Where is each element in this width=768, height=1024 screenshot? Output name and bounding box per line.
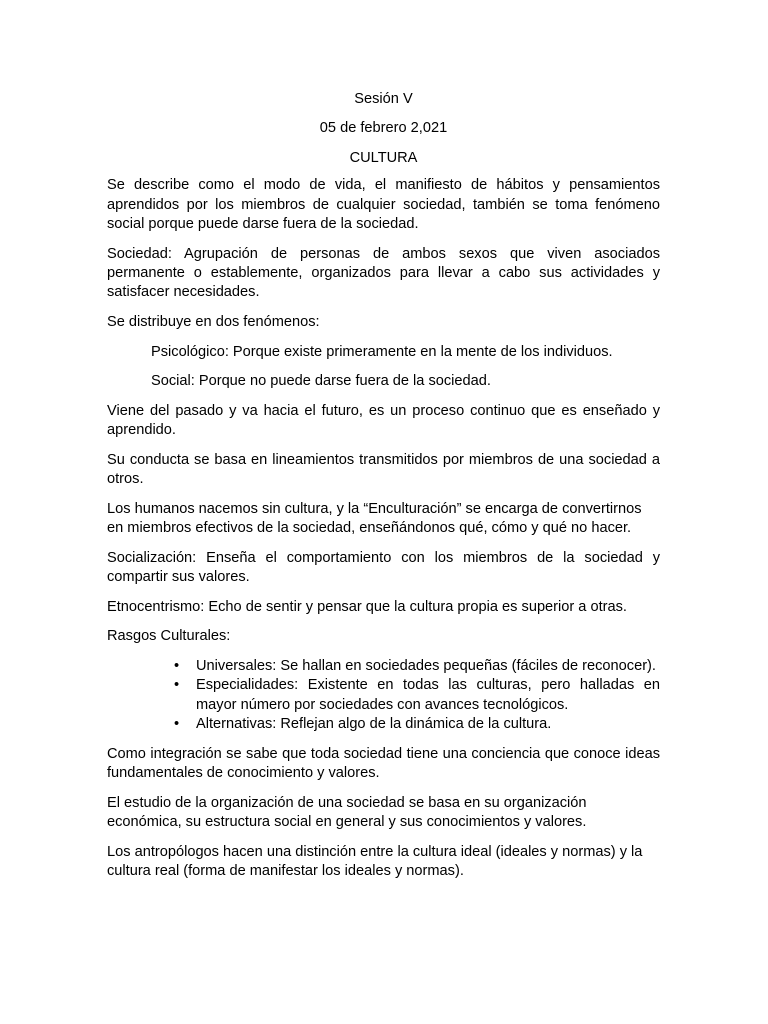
paragraph-ideal-real: Los antropólogos hacen una distinción entre la cultura ideal (ideales y normas) y la cultura real (forma de manifestar los ideales y normas).: [107, 843, 643, 880]
paragraph-continuity: Viene del pasado y va hacia el futuro, es un proceso continuo que es enseñado y aprendido.: [107, 402, 660, 439]
cultural-traits-list: [107, 657, 660, 735]
paragraph-ethnocentrism: Etnocentrismo: Echo de sentir y pensar que la cultura propia es superior a otras.: [107, 598, 627, 615]
document-title: CULTURA: [349, 149, 418, 166]
session-heading: Sesión V: [354, 91, 413, 107]
bullet-marker: •: [174, 658, 180, 674]
list-item-text: Universales: Se hallan en sociedades pequeñas (fáciles de reconocer).: [196, 658, 656, 674]
date-line: 05 de febrero 2,021: [319, 120, 448, 137]
bullet-marker: •: [174, 716, 180, 733]
phenomenon-psychological: Psicológico: Porque existe primeramente en la mente de los individuos.: [151, 343, 613, 360]
list-item: [107, 657, 660, 676]
phenomenon-social: Social: Porque no puede darse fuera de la sociedad.: [151, 373, 491, 390]
paragraph-enculturation: Los humanos nacemos sin cultura, y la “Enculturación” se encarga de convertirnos en miembros efectivos de la sociedad, enseñándonos qué, cómo y qué no hacer.: [107, 500, 642, 537]
paragraph-cultural-traits: Rasgos Culturales:: [107, 628, 231, 645]
paragraph-phenomena-intro: Se distribuye en dos fenómenos:: [107, 314, 320, 331]
paragraph-socialization: Socialización: Enseña el comportamiento con los miembros de la sociedad y compartir sus valores.: [107, 549, 660, 586]
list-item: [107, 676, 660, 715]
list-item-text: Alternativas: Reflejan algo de la dinámica de la cultura.: [196, 716, 552, 733]
document-page: [107, 90, 660, 892]
list-item-text: Especialidades: Existente en todas las culturas, pero halladas en mayor número por sociedades con avances tecnológicos.: [196, 677, 660, 713]
paragraph-definition: Se describe como el modo de vida, el manifiesto de hábitos y pensamientos aprendidos por los miembros de cualquier sociedad, también se toma fenómeno social porque puede darse fuera de la sociedad.: [107, 177, 660, 233]
paragraph-integration: Como integración se sabe que toda sociedad tiene una conciencia que conoce ideas fundamentales de conocimiento y valores.: [107, 745, 660, 782]
list-item: [107, 715, 660, 734]
paragraph-conduct: Su conducta se basa en lineamientos transmitidos por miembros de una sociedad a otros.: [107, 451, 660, 488]
paragraph-society: Sociedad: Agrupación de personas de ambos sexos que viven asociados permanente o establemente, organizados para llevar a cabo sus actividades y satisfacer necesidades.: [107, 245, 660, 301]
bullet-marker: •: [174, 677, 180, 694]
paragraph-organization: El estudio de la organización de una sociedad se basa en su organización económica, su estructura social en general y sus conocimientos y valores.: [107, 794, 587, 831]
